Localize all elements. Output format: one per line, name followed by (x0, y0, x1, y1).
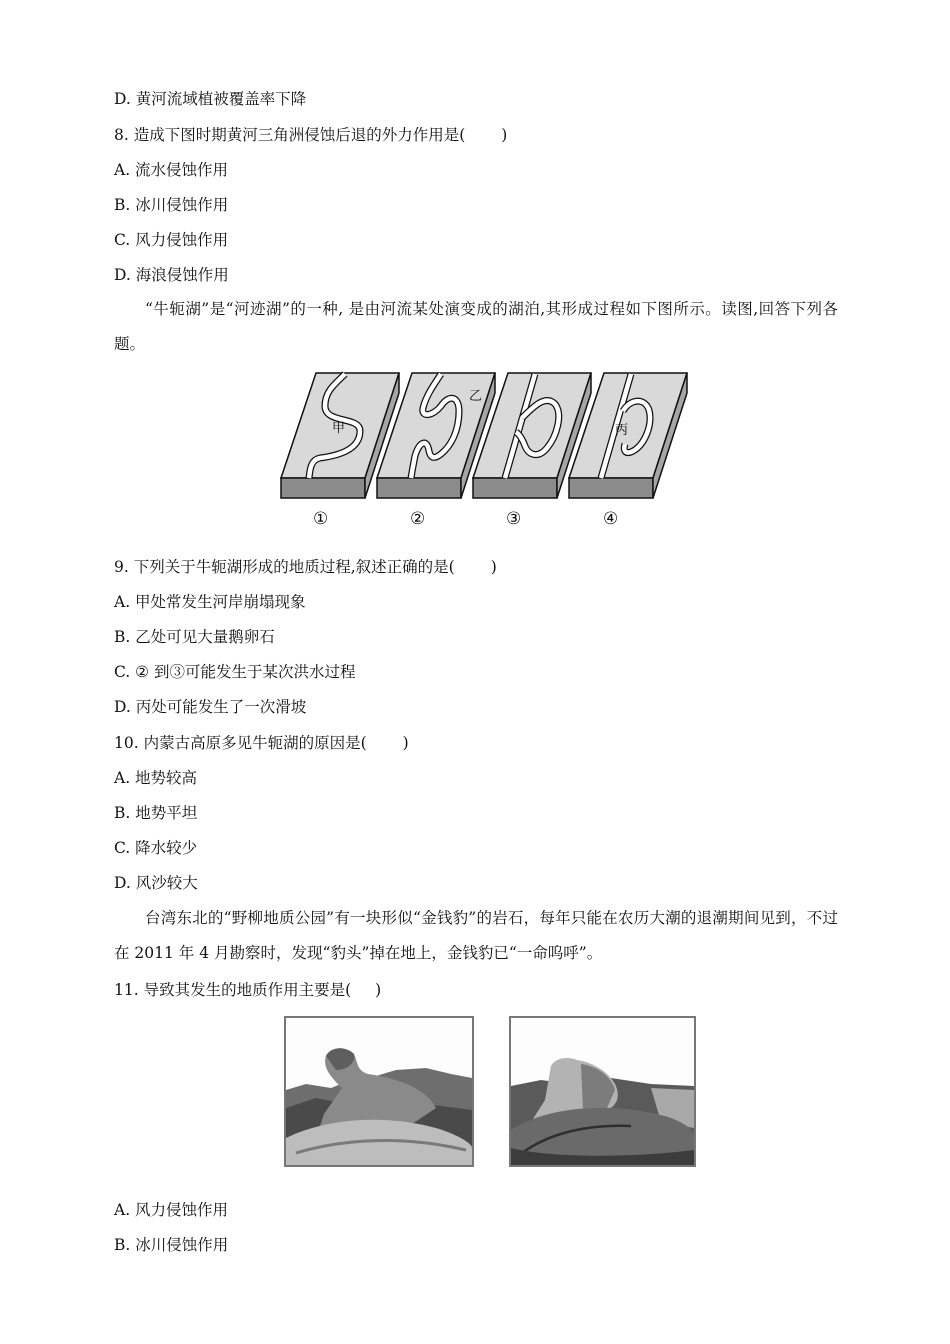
q9-option-d: D. 丙处可能发生了一次滑坡 (114, 698, 307, 716)
q11-stem-text: 11. 导致其发生的地质作用主要是( (114, 981, 352, 999)
q9-stem (114, 557, 497, 577)
q10-option-c: C. 降水较少 (114, 839, 198, 857)
step-3-label: ③ (506, 509, 522, 529)
q8-stem (114, 125, 507, 145)
yehliu-passage: 台湾东北的“野柳地质公园”有一块形似“金钱豹”的岩石，每年只能在农历大潮的退潮期间见到，不过在 2011 年 4 月勘察时，发现“豹头”掉在地上，金钱豹已“一命呜呼”。 (114, 909, 838, 962)
q8-option-b: B. 冰川侵蚀作用 (114, 196, 229, 214)
q9-option-c: C. ② 到③可能发生于某次洪水过程 (114, 663, 356, 681)
q7-option-d: D. 黄河流域植被覆盖率下降 (114, 90, 307, 108)
label-bing: 丙 (615, 423, 629, 438)
q10-stem-text: 10. 内蒙古高原多见牛轭湖的原因是( (114, 734, 367, 752)
q11-stem-close: ) (375, 981, 382, 999)
label-jia: 甲 (332, 421, 346, 436)
step-4-label: ④ (603, 509, 619, 529)
q10-option-b: B. 地势平坦 (114, 804, 198, 822)
step-1-label: ① (313, 509, 329, 529)
step-2-label: ② (410, 509, 426, 529)
q8-stem-close: ) (501, 126, 508, 144)
q8-stem-text: 8. 造成下图时期黄河三角洲侵蚀后退的外力作用是( (114, 126, 466, 144)
q10-stem-close: ) (402, 734, 409, 752)
q8-option-a: A. 流水侵蚀作用 (114, 161, 229, 179)
q10-stem (114, 733, 409, 753)
q11-option-a: A. 风力侵蚀作用 (114, 1201, 229, 1219)
label-yi: 乙 (469, 389, 483, 404)
q11-stem (114, 980, 381, 1000)
q10-option-a: A. 地势较高 (114, 769, 198, 787)
q9-stem-text: 9. 下列关于牛轭湖形成的地质过程,叙述正确的是( (114, 558, 455, 576)
q9-stem-close: ) (490, 558, 497, 576)
q10-option-d: D. 风沙较大 (114, 874, 198, 892)
q8-option-d: D. 海浪侵蚀作用 (114, 266, 229, 284)
leopard-rock-before-photo (284, 1016, 474, 1167)
oxbow-lake-passage: “牛轭湖”是“河迹湖”的一种, 是由河流某处演变成的湖泊,其形成过程如下图所示。读图,回答下列各题。 (114, 300, 838, 353)
leopard-rock-after-photo (509, 1016, 696, 1167)
leopard-rock-photos (280, 1012, 700, 1172)
oxbow-lake-formation-diagram (275, 366, 695, 531)
q9-option-b: B. 乙处可见大量鹅卵石 (114, 628, 275, 646)
q8-option-c: C. 风力侵蚀作用 (114, 231, 229, 249)
q9-option-a: A. 甲处常发生河岸崩塌现象 (114, 593, 306, 611)
q11-option-b: B. 冰川侵蚀作用 (114, 1236, 229, 1254)
